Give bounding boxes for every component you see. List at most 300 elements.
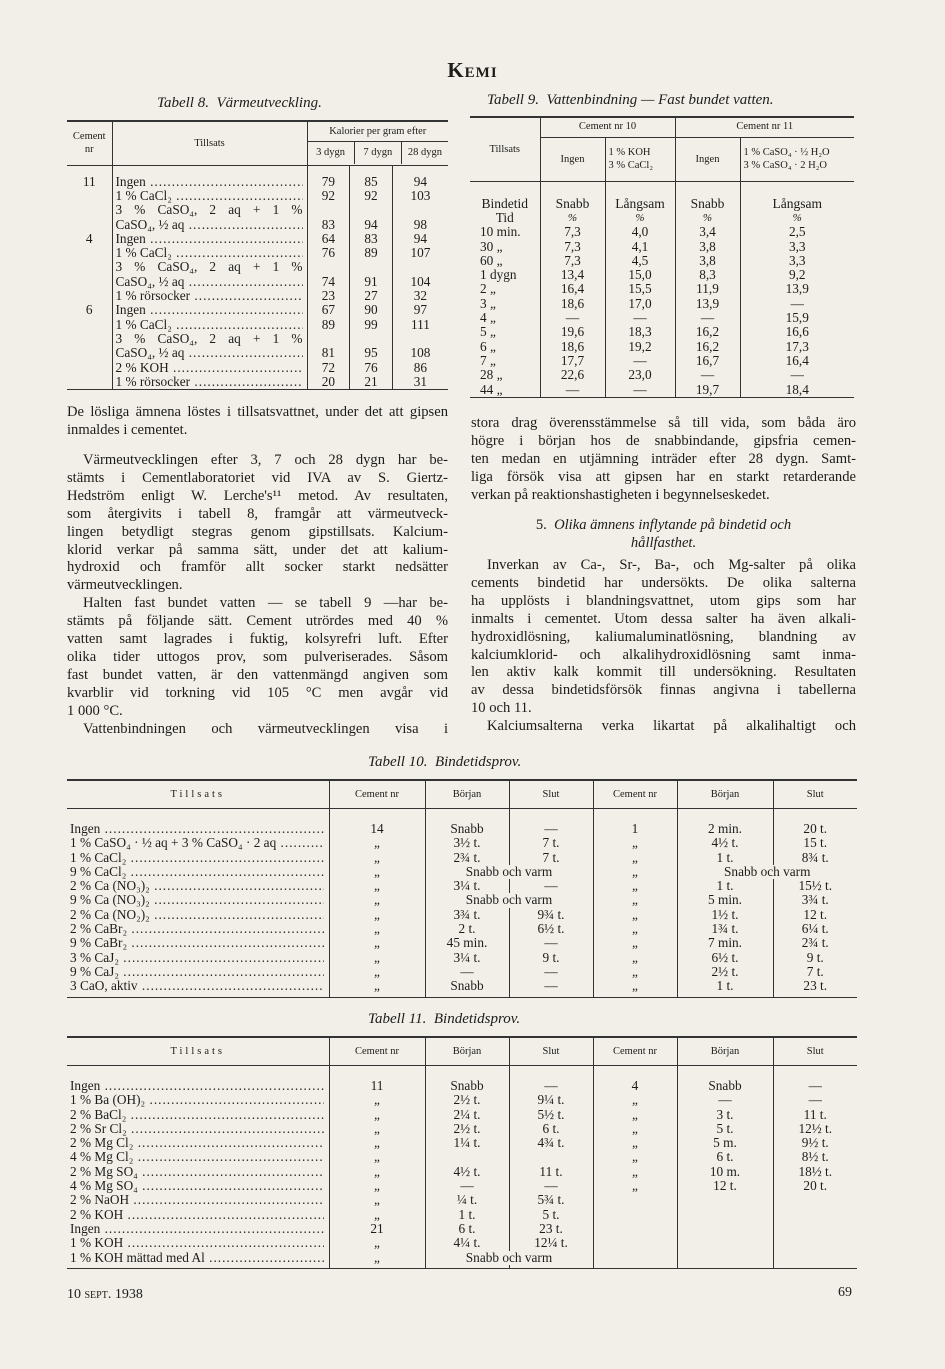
t11-slut: 9½ t.: [801, 1135, 829, 1151]
t8-tillsats: 3 % CaSO₄, 2 aq + 1 %: [115, 331, 303, 346]
t10-tillsats-cell: [67, 851, 329, 865]
t10-slut: 6½ t.: [509, 922, 593, 936]
t9-value: 3,3: [788, 252, 806, 268]
t10-slut: —: [509, 979, 593, 993]
table-row: [67, 318, 448, 332]
t9-pct: %: [540, 211, 605, 225]
t11-spacer: [67, 1065, 857, 1079]
t8-h-nr: nr: [84, 144, 94, 156]
table-row: [67, 189, 448, 203]
t10-borjan: 3¼ t.: [425, 879, 509, 893]
text-line: Hedström enligt W. Lerche's¹¹ metod. Av resultaten,: [67, 487, 448, 504]
right-body-1: [471, 415, 856, 505]
t11-slut: 6 t.: [509, 1122, 593, 1136]
t10-tillsats: 3 CaO, aktiv .....: [70, 979, 324, 993]
t11-slut: [773, 1251, 857, 1265]
t10-cement-nr: „: [593, 936, 677, 950]
t9-value: 11,9: [675, 282, 740, 296]
t8-value: [350, 332, 393, 346]
table-row: [470, 354, 854, 368]
t11-borjan: —: [677, 1093, 773, 1107]
text-line: 10 och 11.: [471, 700, 532, 717]
t11-cement-nr: 11: [329, 1079, 425, 1093]
t8-tillsats-cell: [112, 375, 307, 390]
t10-borjan: 1½ t.: [677, 908, 773, 922]
t8-value: 74: [307, 275, 350, 289]
t8-cement-nr: [67, 289, 112, 303]
t10-cement-nr: „: [593, 893, 677, 907]
table-row: [67, 1108, 857, 1122]
t11-cement-nr: „: [329, 1208, 425, 1222]
table-row: [67, 1251, 857, 1265]
t9-value: 16,2: [675, 340, 740, 354]
t11-cement-nr: [593, 1208, 677, 1222]
t10-borjan: —: [425, 965, 509, 979]
t10-tillsats-cell: [67, 879, 329, 893]
text-line: inmalts i cementet. Utom dessa salter ha även alkali-: [471, 610, 856, 627]
t8-tillsats: 1 % rörsocker .....: [116, 289, 303, 303]
text-line: vatten samt lagrades i fuktig, kolsyrefri luft. Efter: [67, 631, 448, 648]
table9: [470, 116, 854, 398]
t8-h-cement: Cement: [72, 131, 106, 143]
t11-borjan: [425, 1150, 509, 1164]
t11-tillsats-cell: [67, 1093, 329, 1107]
t9-value: 17,3: [785, 338, 809, 354]
t11-spacer-cell: [425, 1265, 509, 1269]
t11-borjan: [677, 1222, 773, 1236]
t11-cement-nr: „: [593, 1150, 677, 1164]
t9-value: 18,3: [605, 325, 675, 339]
t9-value: —: [675, 368, 740, 382]
text-line: av dessa bindetidsförsök finnas angivna i tabellerna: [471, 682, 856, 699]
table-row: [67, 851, 857, 865]
table11: [67, 1036, 857, 1269]
table-row: [470, 254, 854, 268]
section-heading: 5. Olika ämnens inflytande på bindetid och hållfasthet.: [535, 517, 792, 551]
t8-value: 64: [307, 232, 350, 246]
t11-tillsats-cell: [67, 1108, 329, 1122]
t11-tillsats-cell: [67, 1079, 329, 1093]
table-row: [470, 240, 854, 254]
t8-value: 89: [307, 318, 350, 332]
t10-slut: —: [509, 965, 593, 979]
table8-note: De lösliga ämnena löstes i tillsatsvattnet, under det att gipsen inmaldes i cementet.: [67, 404, 448, 438]
t8-tillsats-cell: [112, 246, 307, 260]
t8-value: 67: [307, 303, 350, 317]
t8-cement-nr: [67, 275, 112, 289]
t11-tillsats-cell: [67, 1165, 329, 1179]
t9-tid: 30 „: [470, 240, 540, 254]
t11-cement-nr: „: [329, 1093, 425, 1107]
t10-cement-nr: „: [593, 865, 677, 879]
t10-borjan: 4½ t.: [677, 836, 773, 850]
table-row: [470, 325, 854, 339]
t10-slut: 15 t.: [803, 835, 828, 851]
t10-cement-nr: „: [329, 908, 425, 922]
t10-borjan: Snabb och varm: [425, 893, 593, 907]
table-row: [67, 218, 448, 232]
t9-value: 19,2: [605, 340, 675, 354]
t11-tillsats: 2 % Mg SO₄ .....: [70, 1165, 324, 1179]
text-line: ten medan en utjämning inträder efter 28 dygn. Samt-: [471, 450, 856, 467]
t9-value: 22,6: [540, 368, 605, 382]
t9-value: 16,2: [675, 325, 740, 339]
table-row: [67, 246, 448, 260]
t8-value: 81: [307, 346, 350, 360]
t11-spacer-cell: [425, 1065, 509, 1079]
t8-value: 83: [350, 232, 393, 246]
text-line: len aktiv kalk kommit till undersökning. Resultaten: [471, 664, 856, 681]
t8-tillsats-cell: [112, 232, 307, 246]
t9-value: 7,3: [540, 225, 605, 239]
t10-borjan: 2½ t.: [677, 965, 773, 979]
t8-value: 27: [350, 289, 393, 303]
t10-tillsats: 2 % Ca (NO₃)₂ .....: [70, 879, 324, 893]
t9-value: —: [540, 311, 605, 325]
t8-tillsats: CaSO₄, ½ aq .....: [116, 218, 303, 232]
table9-caption: Tabell 9. Vattenbindning — Fast bundet vatten.: [487, 92, 774, 108]
t8-value: 98: [413, 216, 428, 232]
t8-value: 108: [410, 345, 431, 361]
t9-value: 18,6: [540, 340, 605, 354]
t9-h-bind: Bindetid: [470, 181, 540, 211]
t9-value: —: [790, 295, 804, 311]
t11-cement-nr: „: [329, 1122, 425, 1136]
table-row: [470, 311, 854, 325]
t10-tillsats: 2 % CaBr₂ .....: [70, 922, 324, 936]
t10-borjan: 1 t.: [677, 879, 773, 893]
t11-slut: 5¾ t.: [509, 1193, 593, 1207]
t11-cement-nr: „: [593, 1179, 677, 1193]
t9-tid: 4 „: [470, 311, 540, 325]
t11-tillsats: 1 % KOH .....: [70, 1236, 324, 1250]
table-row: [67, 361, 448, 375]
t8-cement-nr: [67, 189, 112, 203]
t9-value: 3,8: [675, 240, 740, 254]
t9-h-col: Långsam: [772, 195, 822, 211]
t10-spacer-cell: [425, 808, 509, 822]
t11-cement-nr: „: [593, 1108, 677, 1122]
t11-borjan: ¼ t.: [425, 1193, 509, 1207]
t8-tillsats-cell: [112, 203, 307, 217]
text-line: som återgivits i tabell 8, framgår att värmeutveck-: [67, 505, 448, 522]
table-row: [67, 893, 857, 907]
t10-slut: 20 t.: [803, 821, 828, 836]
t9-pct: %: [675, 211, 740, 225]
t11-tillsats-cell: [67, 1136, 329, 1150]
table-row: [67, 1122, 857, 1136]
t11-borjan: Snabb och varm: [425, 1251, 593, 1265]
table-row: [470, 225, 854, 239]
t9-tid: 44 „: [470, 383, 540, 398]
t11-slut: 9¼ t.: [509, 1093, 593, 1107]
text-line: stora drag överensstämmelse så till vida, som båda äro: [471, 415, 856, 431]
t11-borjan: 10 m.: [677, 1165, 773, 1179]
t11-spacer-cell: [677, 1265, 773, 1269]
t8-tillsats-cell: [112, 346, 307, 360]
t9-value: 3,8: [675, 254, 740, 268]
t8-cement-nr: [67, 260, 112, 274]
t8-cement-nr: [67, 375, 112, 390]
t11-tillsats: 4 % Mg Cl₂ .....: [70, 1150, 324, 1164]
t11-borjan: 4½ t.: [425, 1165, 509, 1179]
t11-tillsats: 2 % Mg Cl₂ .....: [70, 1136, 324, 1150]
t9-value: 13,4: [540, 268, 605, 282]
t8-value: [307, 203, 350, 217]
t8-tillsats: CaSO₄, ½ aq .....: [116, 346, 303, 360]
t11-slut: 11 t.: [509, 1165, 593, 1179]
t8-value: 31: [413, 373, 428, 389]
t9-value: 7,3: [540, 240, 605, 254]
table-row: [67, 865, 857, 879]
t9-h-sub: 3 % CaSO₄ · 2 H₂O: [743, 160, 827, 171]
t8-tillsats-cell: [112, 260, 307, 274]
t10-spacer-cell: [509, 808, 593, 822]
t11-spacer-cell: [773, 1265, 857, 1269]
t9-h-col: Snabb: [675, 181, 740, 211]
table-row: [470, 282, 854, 296]
t8-value: 99: [350, 318, 393, 332]
t10-slut: 7 t.: [806, 963, 824, 979]
t10-cement-nr: „: [593, 979, 677, 993]
t9-h-sub: 3 % CaCl₂: [608, 160, 653, 171]
t10-h: Slut: [806, 788, 824, 800]
t9-pct: %: [605, 211, 675, 225]
page-number: 69: [838, 1285, 852, 1300]
t8-tillsats-cell: [112, 332, 307, 346]
t11-cement-nr: „: [593, 1122, 677, 1136]
t10-slut: 7 t.: [509, 851, 593, 865]
t8-tillsats-cell: [112, 275, 307, 289]
t11-borjan: [677, 1208, 773, 1222]
t9-tid: 3 „: [470, 297, 540, 311]
t10-cement-nr: „: [329, 951, 425, 965]
t8-value: 94: [350, 218, 393, 232]
t8-tillsats-cell: [112, 289, 307, 303]
t9-value: —: [605, 383, 675, 398]
t9-h-sub: 1 % KOH: [608, 147, 651, 158]
t8-value: 90: [350, 303, 393, 317]
t10-borjan: 3¼ t.: [425, 951, 509, 965]
table-row: [67, 1236, 857, 1250]
t11-tillsats: 4 % Mg SO₄ .....: [70, 1179, 324, 1193]
table-row: [67, 1093, 857, 1107]
t11-h: Början: [425, 1037, 509, 1065]
text-line: Halten fast bundet vatten — se tabell 9 —har be-: [83, 595, 448, 612]
t8-cement-nr: 6: [67, 303, 112, 317]
t8-value: [307, 260, 350, 274]
t11-borjan: 3 t.: [677, 1108, 773, 1122]
t9-value: 19,7: [675, 383, 740, 398]
t8-value: 23: [307, 289, 350, 303]
t8-tillsats: 1 % CaCl₂ .....: [116, 318, 303, 332]
t9-value: 4,5: [605, 254, 675, 268]
t11-cement-nr: „: [329, 1236, 425, 1250]
t9-value: —: [790, 367, 804, 383]
t10-cement-nr: „: [329, 851, 425, 865]
t9-value: 9,2: [788, 267, 806, 283]
t8-cement-nr: 4: [67, 232, 112, 246]
text-line: hydroxidlösning, kaliumaluminatlösning, blandning av: [471, 628, 856, 645]
t9-value: 4,0: [605, 225, 675, 239]
t8-cement-nr: [67, 361, 112, 375]
t11-h: Tillsats: [67, 1037, 329, 1065]
t8-value: 85: [350, 165, 393, 189]
t11-borjan: 4¼ t.: [425, 1236, 509, 1250]
t9-value: 3,3: [788, 238, 806, 254]
t8-tillsats: 3 % CaSO₄, 2 aq + 1 %: [115, 203, 303, 218]
t8-h-col: 7 dygn: [355, 142, 402, 164]
t8-value: 72: [307, 361, 350, 375]
text-line: 1 000 °C.: [67, 702, 123, 719]
t11-slut: [773, 1222, 857, 1236]
t8-cement-nr: [67, 346, 112, 360]
table-row: [470, 340, 854, 354]
t10-slut: 9 t.: [509, 951, 593, 965]
table-row: [67, 332, 448, 346]
table-row: [67, 289, 448, 303]
t11-slut: —: [509, 1079, 593, 1093]
t10-h: Cement nr: [329, 780, 425, 808]
t11-cement-nr: „: [329, 1179, 425, 1193]
t10-spacer-cell: [67, 808, 329, 822]
t8-tillsats-cell: [112, 189, 307, 203]
table-row: [67, 303, 448, 317]
t11-spacer: [67, 1265, 857, 1269]
t10-spacer-cell: [677, 994, 773, 998]
table-row: [67, 1165, 857, 1179]
t9-h-sub: 1 % CaSO₄ · ½ H₂O: [743, 147, 830, 158]
table-row: [470, 268, 854, 282]
t10-cement-nr: 1: [593, 822, 677, 836]
t11-h: Cement nr: [593, 1037, 677, 1065]
t11-tillsats-cell: [67, 1122, 329, 1136]
t11-slut: 18½ t.: [798, 1163, 833, 1179]
t9-value: 3,4: [675, 225, 740, 239]
t11-spacer-cell: [593, 1265, 677, 1269]
table11-caption: Tabell 11. Bindetidsprov.: [368, 1011, 521, 1027]
t11-slut: [773, 1236, 857, 1250]
t10-borjan: Snabb och varm: [425, 865, 593, 879]
t10-slut: 2¾ t.: [801, 935, 829, 951]
t10-borjan: 2 min.: [677, 822, 773, 836]
t9-value: 16,4: [785, 352, 809, 368]
t8-tillsats-cell: [112, 218, 307, 232]
t11-cement-nr: 4: [593, 1079, 677, 1093]
text-line: kvarblir vid torkning vid 105 °C men avgår vid: [67, 684, 448, 701]
t9-pct: %: [792, 212, 802, 224]
table-row: [67, 232, 448, 246]
t9-h-c10: Cement nr 10: [540, 117, 675, 137]
text-line: kalciumklorid- och alkalihydroxidlösning samt inma-: [471, 646, 856, 663]
t11-spacer-cell: [677, 1065, 773, 1079]
t10-tillsats-cell: [67, 951, 329, 965]
t9-value: —: [540, 383, 605, 398]
t11-tillsats-cell: [67, 1236, 329, 1250]
t10-h: Början: [425, 780, 509, 808]
text-line: värmeutvecklingen.: [67, 577, 183, 594]
t10-tillsats: Ingen .....: [70, 822, 324, 836]
t11-tillsats-cell: [67, 1150, 329, 1164]
table-row: [67, 1208, 857, 1222]
t10-borjan: 1¾ t.: [677, 922, 773, 936]
t10-tillsats: 9 % Ca (NO₃)₂ .....: [70, 893, 324, 907]
t8-value: 83: [307, 218, 350, 232]
t8-tillsats: 3 % CaSO₄, 2 aq + 1 %: [115, 260, 303, 275]
t11-spacer-cell: [509, 1065, 593, 1079]
t11-cement-nr: [593, 1222, 677, 1236]
t9-value: 15,0: [605, 268, 675, 282]
t8-value: 79: [307, 165, 350, 189]
text-line: verkan på reaktionshastigheten i begynnelseskedet.: [471, 486, 770, 503]
t11-tillsats-cell: [67, 1251, 329, 1265]
t9-h-tillsats: Tillsats: [470, 117, 540, 181]
t8-h-col: 28 dygn: [407, 147, 442, 158]
t11-cement-nr: „: [593, 1165, 677, 1179]
t8-tillsats: Ingen .....: [116, 303, 303, 317]
t8-value: 91: [350, 275, 393, 289]
table-row: [67, 275, 448, 289]
t9-subhead-row: [470, 181, 854, 211]
t11-cement-nr: „: [593, 1136, 677, 1150]
t11-tillsats-cell: [67, 1208, 329, 1222]
table-row: [67, 1136, 857, 1150]
text-line: stämts på följande sätt. Cement utrördes med 40 %: [67, 613, 448, 630]
t11-h: Slut: [806, 1045, 824, 1057]
t9-value: 16,4: [540, 282, 605, 296]
t9-h-sub: Ingen: [675, 137, 740, 181]
table-row: [470, 297, 854, 311]
t11-tillsats: Ingen .....: [70, 1222, 324, 1236]
t10-cement-nr: „: [593, 836, 677, 850]
t10-tillsats-cell: [67, 922, 329, 936]
t8-value: [350, 260, 393, 274]
t10-cement-nr: 14: [329, 822, 425, 836]
t8-value: [392, 332, 448, 346]
t10-cement-nr: „: [593, 951, 677, 965]
t11-cement-nr: „: [329, 1108, 425, 1122]
text-line: stämts i Cementlaboratoriet vid IVA av S. Giertz-: [67, 469, 448, 486]
table-row: [67, 1222, 857, 1236]
t9-value: 4,1: [605, 240, 675, 254]
t11-tillsats: Ingen .....: [70, 1079, 324, 1093]
t9-value: 18,6: [540, 297, 605, 311]
t10-borjan: 1 t.: [677, 851, 773, 865]
t11-tillsats: 1 % Ba (OH)₂ .....: [70, 1093, 324, 1107]
t10-spacer-cell: [509, 994, 593, 998]
table10-caption: Tabell 10. Bindetidsprov.: [368, 754, 522, 770]
text-line: fast bundet vatten, är den vattenmängd angiven som: [67, 666, 448, 683]
t10-spacer-cell: [67, 994, 329, 998]
t10-cement-nr: „: [329, 865, 425, 879]
t11-slut: [509, 1150, 593, 1164]
t11-h: Slut: [509, 1037, 593, 1065]
t10-cement-nr: „: [593, 851, 677, 865]
table10: [67, 779, 857, 998]
t9-value: 19,6: [540, 325, 605, 339]
t8-value: 86: [413, 359, 428, 375]
t11-slut: 23 t.: [509, 1222, 593, 1236]
t10-tillsats-cell: [67, 836, 329, 850]
t10-h: Slut: [509, 780, 593, 808]
t9-tid: 1 dygn: [470, 268, 540, 282]
t9-tid: 7 „: [470, 354, 540, 368]
t11-spacer-cell: [329, 1065, 425, 1079]
t10-spacer-cell: [677, 808, 773, 822]
table-row: [470, 368, 854, 382]
table-row: [67, 1193, 857, 1207]
t10-tillsats: 9 % CaJ₂ .....: [70, 965, 324, 979]
